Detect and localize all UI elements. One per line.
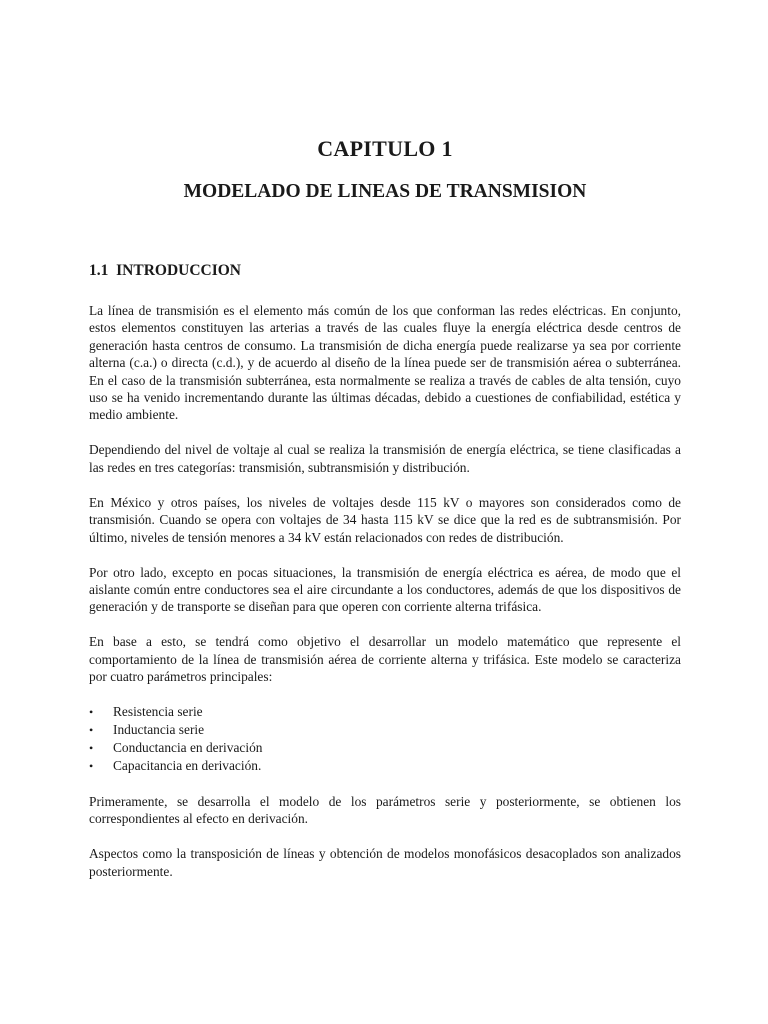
paragraph: En base a esto, se tendrá como objetivo el desarrollar un modelo matemático que represente el comportamiento de la línea de transmisión aérea de corriente alterna y trifásica. Este modelo se caracteriza por cuatro parámetros principales:: [89, 634, 681, 685]
list-item: [89, 757, 681, 775]
bullet-icon: •: [89, 759, 94, 774]
list-item-text: Resistencia serie: [113, 704, 203, 720]
document-body: [89, 302, 681, 898]
chapter-title: CAPITULO 1: [317, 136, 453, 161]
list-item: [89, 703, 681, 721]
paragraph: Por otro lado, excepto en pocas situaciones, la transmisión de energía eléctrica es aérea, de modo que el aislante común entre conductores sea el aire circundante a los conductores, además de que los dispositivos de generación y de transporte se diseñan para que operen con corriente alterna trifásica.: [89, 564, 681, 615]
paragraph: En México y otros países, los niveles de voltajes desde 115 kV o mayores son considerados como de transmisión. Cuando se opera con voltajes de 34 hasta 115 kV se dice que la red es de subtransmisión. Por último, niveles de tensión menores a 34 kV están relacionados con redes de distribución.: [89, 494, 681, 545]
list-item-text: Capacitancia en derivación.: [113, 758, 262, 774]
paragraph: Primeramente, se desarrolla el modelo de los parámetros serie y posteriormente, se obtienen los correspondientes al efecto en derivación.: [89, 793, 681, 827]
paragraph: Dependiendo del nivel de voltaje al cual se realiza la transmisión de energía eléctrica, se tiene clasificadas a las redes en tres categorías: transmisión, subtransmisión y distribución.: [89, 442, 681, 475]
bullet-icon: •: [89, 741, 94, 756]
list-item-text: Conductancia en derivación: [113, 740, 263, 756]
bullet-icon: •: [89, 723, 94, 738]
chapter-subtitle: MODELADO DE LINEAS DE TRANSMISION: [183, 181, 587, 202]
list-item-text: Inductancia serie: [113, 722, 205, 738]
bullet-icon: •: [89, 705, 94, 720]
parameter-list: [89, 703, 681, 775]
paragraph: Aspectos como la transposición de líneas y obtención de modelos monofásicos desacoplados son analizados posteriormente.: [89, 846, 681, 879]
section-heading: [89, 262, 241, 280]
list-item: [89, 721, 681, 739]
section-title: INTRODUCCION: [116, 262, 241, 279]
paragraph: La línea de transmisión es el elemento más común de los que conforman las redes eléctricas. En conjunto, estos elementos constituyen las arterias a través de las cuales fluye la energía eléctrica desde centros de generación hasta centros de consumo. La transmisión de dicha energía puede realizarse ya sea por corriente alterna (c.a.) o directa (c.d.), y de acuerdo al diseño de la línea puede ser de transmisión aérea o subterránea. En el caso de la transmisión subterránea, esta normalmente se realiza a través de cables de alta tensión, cuyo uso se ha venido incrementando durante las últimas décadas, debido a cuestiones de confiabilidad, estética y medio ambiente.: [89, 303, 681, 423]
list-item: [89, 739, 681, 757]
section-number: 1.1: [89, 262, 109, 279]
